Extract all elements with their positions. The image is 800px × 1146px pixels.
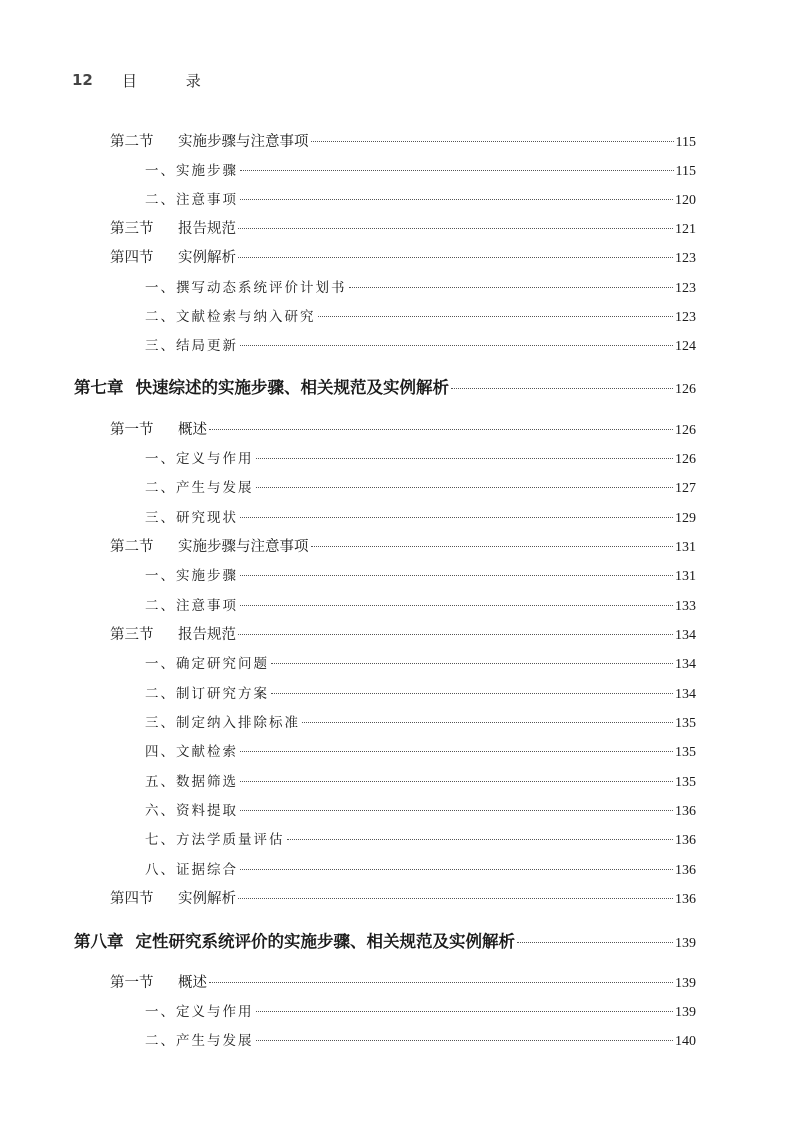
toc-entry-text: 二、注意事项 bbox=[145, 598, 238, 614]
toc-entry-title bbox=[145, 564, 238, 584]
toc-entry-section bbox=[110, 887, 696, 908]
toc-page-number: 139 bbox=[675, 976, 696, 991]
toc-entry-title bbox=[145, 447, 254, 467]
dot-leader bbox=[240, 345, 673, 346]
toc-entry-item bbox=[145, 799, 696, 820]
dot-leader bbox=[318, 316, 674, 317]
toc-entry-item bbox=[145, 447, 696, 468]
toc-entry-text: 一、确定研究问题 bbox=[145, 656, 269, 672]
toc-entry-text: 二、注意事项 bbox=[145, 192, 238, 208]
toc-entry-item bbox=[145, 305, 696, 326]
toc-entry-text: 实例解析 bbox=[178, 891, 236, 907]
dot-leader bbox=[209, 429, 673, 430]
toc-page-number: 126 bbox=[675, 423, 696, 438]
toc-entry-title bbox=[145, 770, 238, 790]
toc-page-number: 139 bbox=[675, 936, 696, 951]
section-number: 第三节 bbox=[110, 221, 154, 237]
chapter-number: 第八章 bbox=[74, 932, 124, 951]
toc-entry-item bbox=[145, 476, 696, 497]
toc-entry-text: 二、产生与发展 bbox=[145, 480, 254, 496]
toc-page-number: 136 bbox=[675, 833, 696, 848]
toc-entry-title bbox=[145, 594, 238, 614]
toc-entry-title bbox=[110, 887, 236, 908]
toc-entry-text: 三、结局更新 bbox=[145, 338, 238, 354]
toc-entry-item bbox=[145, 858, 696, 879]
toc-entry-text: 二、产生与发展 bbox=[145, 1033, 254, 1049]
toc-page-number: 136 bbox=[675, 804, 696, 819]
toc-entry-title bbox=[145, 711, 300, 731]
toc-entry-item bbox=[145, 711, 696, 732]
toc-entry-item bbox=[145, 828, 696, 849]
toc-page-number: 133 bbox=[675, 599, 696, 614]
toc-entry-title bbox=[145, 799, 238, 819]
toc-entry-text: 一、实施步骤 bbox=[145, 568, 238, 584]
dot-leader bbox=[287, 839, 674, 840]
toc-page-number: 134 bbox=[675, 628, 696, 643]
toc-entry-text: 一、实施步骤 bbox=[145, 163, 238, 179]
dot-leader bbox=[451, 388, 673, 389]
toc-entry-text: 概述 bbox=[178, 422, 207, 438]
toc-entry-section bbox=[110, 418, 696, 439]
toc-entry-title bbox=[110, 246, 236, 267]
dot-leader bbox=[240, 199, 673, 200]
toc-entry-item bbox=[145, 334, 696, 355]
toc-page-number: 136 bbox=[675, 863, 696, 878]
toc-entry-title bbox=[145, 159, 238, 179]
toc-entry-title bbox=[145, 476, 254, 496]
toc-entry-text: 实施步骤与注意事项 bbox=[178, 539, 309, 555]
toc-page-number: 126 bbox=[675, 452, 696, 467]
toc-entry-chapter bbox=[74, 928, 696, 952]
toc-entry-text: 八、证据综合 bbox=[145, 862, 238, 878]
toc-page-number: 135 bbox=[675, 716, 696, 731]
page-number: 12 bbox=[72, 71, 93, 89]
dot-leader bbox=[271, 663, 673, 664]
toc-entry-text: 二、文献检索与纳入研究 bbox=[145, 309, 316, 325]
toc-entry-title bbox=[110, 623, 236, 644]
section-number: 第四节 bbox=[110, 891, 154, 907]
toc-page-number: 124 bbox=[675, 339, 696, 354]
toc-entry-text: 实例解析 bbox=[178, 250, 236, 266]
toc-entry-text: 四、文献检索 bbox=[145, 744, 238, 760]
toc-page-number: 123 bbox=[675, 310, 696, 325]
toc-page-number: 123 bbox=[675, 251, 696, 266]
toc-page-number: 115 bbox=[675, 164, 696, 179]
dot-leader bbox=[256, 1011, 674, 1012]
toc-entry-text: 一、定义与作用 bbox=[145, 451, 254, 467]
toc-entry-text: 实施步骤与注意事项 bbox=[178, 134, 309, 150]
section-number: 第二节 bbox=[110, 134, 154, 150]
toc-page-number: 134 bbox=[675, 657, 696, 672]
toc-page-number: 131 bbox=[675, 540, 696, 555]
toc-entry-text: 二、制订研究方案 bbox=[145, 686, 269, 702]
page-header bbox=[72, 68, 223, 92]
toc-entry-item bbox=[145, 770, 696, 791]
toc-entry-title bbox=[145, 1000, 254, 1020]
toc-entry-text: 报告规范 bbox=[178, 221, 236, 237]
toc-entry-title bbox=[145, 188, 238, 208]
toc-page-number: 139 bbox=[675, 1005, 696, 1020]
dot-leader bbox=[240, 575, 673, 576]
section-number: 第二节 bbox=[110, 539, 154, 555]
toc-entry-item bbox=[145, 652, 696, 673]
toc-entry-title bbox=[145, 305, 316, 325]
toc-page-number: 115 bbox=[675, 135, 696, 150]
toc-entry-title bbox=[145, 858, 238, 878]
toc-entry-title bbox=[145, 682, 269, 702]
dot-leader bbox=[256, 1040, 674, 1041]
toc-page-number: 135 bbox=[675, 745, 696, 760]
toc-entry-item bbox=[145, 1029, 696, 1050]
toc-entry-item bbox=[145, 594, 696, 615]
toc-entry-text: 三、研究现状 bbox=[145, 510, 238, 526]
toc-entry-item bbox=[145, 740, 696, 761]
section-number: 第一节 bbox=[110, 975, 154, 991]
toc-entry-text: 定性研究系统评价的实施步骤、相关规范及实例解析 bbox=[135, 932, 515, 951]
toc-entry-title bbox=[145, 652, 269, 672]
dot-leader bbox=[271, 693, 673, 694]
toc-page-number: 131 bbox=[675, 569, 696, 584]
dot-leader bbox=[240, 751, 673, 752]
section-number: 第四节 bbox=[110, 250, 154, 266]
toc-entry-section bbox=[110, 130, 696, 151]
toc-entry-title bbox=[145, 1029, 254, 1049]
toc-entry-text: 六、资料提取 bbox=[145, 803, 238, 819]
section-number: 第三节 bbox=[110, 627, 154, 643]
dot-leader bbox=[240, 605, 673, 606]
toc-entry-text: 概述 bbox=[178, 975, 207, 991]
toc-entry-section bbox=[110, 535, 696, 556]
toc-entry-title bbox=[110, 217, 236, 238]
toc-entry-title bbox=[145, 506, 238, 526]
toc-entry-title bbox=[74, 928, 515, 952]
toc-entry-title bbox=[145, 276, 347, 296]
toc-page-number: 121 bbox=[675, 222, 696, 237]
toc-entry-text: 快速综述的实施步骤、相关规范及实例解析 bbox=[135, 378, 449, 397]
dot-leader bbox=[311, 546, 674, 547]
toc-entry-text: 三、制定纳入排除标准 bbox=[145, 715, 300, 731]
toc-page-number: 123 bbox=[675, 281, 696, 296]
dot-leader bbox=[240, 869, 673, 870]
toc-entry-section bbox=[110, 246, 696, 267]
toc-page-number: 126 bbox=[675, 382, 696, 397]
toc-entry-item bbox=[145, 1000, 696, 1021]
toc-page-number: 136 bbox=[675, 892, 696, 907]
toc-entry-text: 一、定义与作用 bbox=[145, 1004, 254, 1020]
dot-leader bbox=[517, 942, 673, 943]
toc-entry-item bbox=[145, 506, 696, 527]
toc-page-number: 135 bbox=[675, 775, 696, 790]
toc-entry-item bbox=[145, 564, 696, 585]
toc-entry-text: 七、方法学质量评估 bbox=[145, 832, 285, 848]
dot-leader bbox=[238, 257, 673, 258]
toc-entry-section bbox=[110, 971, 696, 992]
toc-entry-title bbox=[74, 374, 449, 398]
dot-leader bbox=[238, 898, 673, 899]
dot-leader bbox=[240, 781, 673, 782]
toc-page-number: 127 bbox=[675, 481, 696, 496]
toc-entry-text: 报告规范 bbox=[178, 627, 236, 643]
section-number: 第一节 bbox=[110, 422, 154, 438]
toc-entry-chapter bbox=[74, 374, 696, 398]
dot-leader bbox=[256, 487, 674, 488]
toc-entry-item bbox=[145, 188, 696, 209]
dot-leader bbox=[240, 517, 673, 518]
toc-entry-item bbox=[145, 682, 696, 703]
dot-leader bbox=[349, 287, 674, 288]
dot-leader bbox=[238, 634, 673, 635]
toc-entry-title bbox=[145, 334, 238, 354]
toc-entry-section bbox=[110, 623, 696, 644]
dot-leader bbox=[240, 810, 673, 811]
toc-page-number: 140 bbox=[675, 1034, 696, 1049]
toc-entry-title bbox=[145, 740, 238, 760]
dot-leader bbox=[209, 982, 673, 983]
dot-leader bbox=[256, 458, 674, 459]
toc-entry-title bbox=[110, 130, 309, 151]
toc-entry-text: 五、数据筛选 bbox=[145, 774, 238, 790]
toc-entry-item bbox=[145, 276, 696, 297]
toc-entry-title bbox=[110, 971, 207, 992]
dot-leader bbox=[311, 141, 674, 142]
toc-page-number: 129 bbox=[675, 511, 696, 526]
toc-entry-section bbox=[110, 217, 696, 238]
toc-entry-item bbox=[145, 159, 696, 180]
chapter-number: 第七章 bbox=[74, 378, 124, 397]
dot-leader bbox=[238, 228, 673, 229]
toc-entry-title bbox=[110, 418, 207, 439]
toc-entry-title bbox=[145, 828, 285, 848]
dot-leader bbox=[302, 722, 673, 723]
toc-page-number: 120 bbox=[675, 193, 696, 208]
toc-entry-text: 一、撰写动态系统评价计划书 bbox=[145, 280, 347, 296]
toc-page-number: 134 bbox=[675, 687, 696, 702]
toc-entry-title bbox=[110, 535, 309, 556]
running-title: 目 录 bbox=[122, 71, 223, 90]
dot-leader bbox=[240, 170, 674, 171]
